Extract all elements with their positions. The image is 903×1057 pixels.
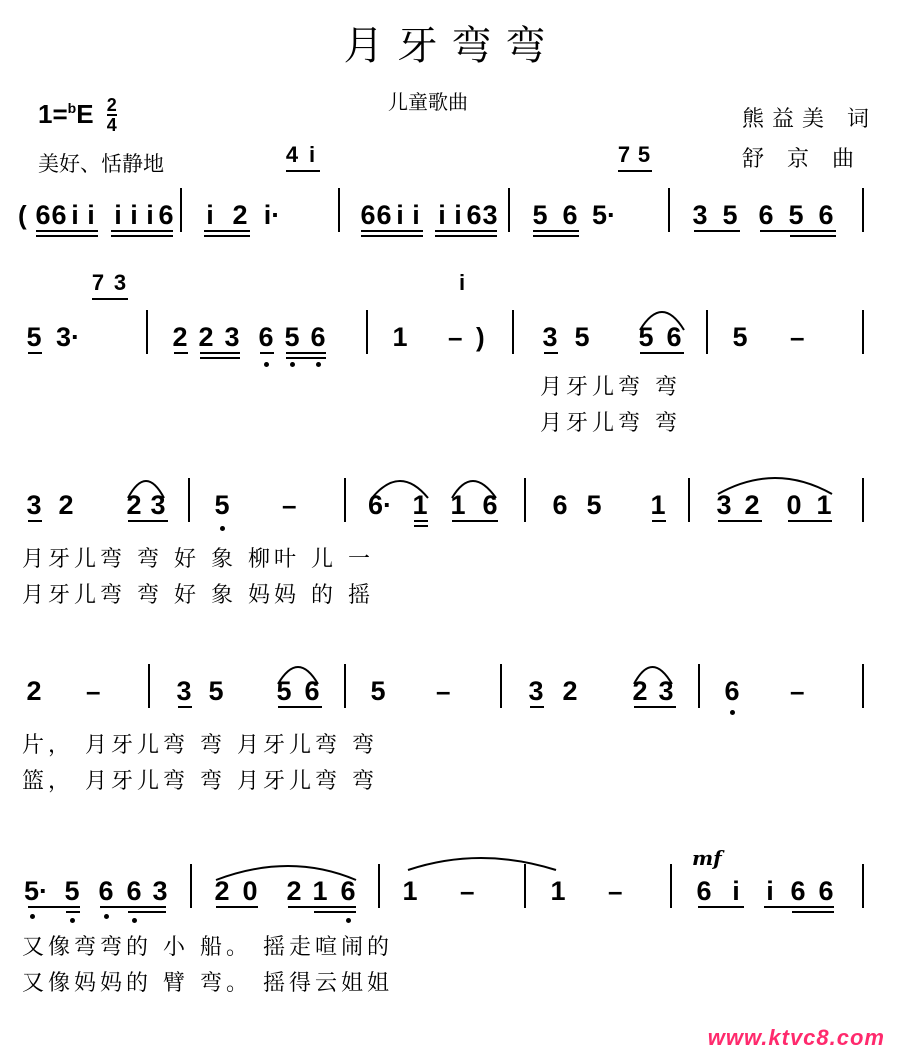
note: 2: [286, 876, 302, 906]
dash: –: [608, 876, 623, 906]
slur: [452, 481, 496, 498]
note: 2: [26, 676, 42, 706]
note: 2: [58, 490, 74, 520]
grace-note: i: [308, 142, 316, 167]
note: 3: [482, 200, 498, 230]
lyric-verse-2: 又像妈妈的 臂 弯。 摇得云姐姐: [22, 971, 393, 996]
tempo-marking: 美好、恬静地: [38, 152, 164, 176]
note: 6: [482, 490, 498, 520]
note: 6: [758, 200, 774, 230]
note: i: [114, 200, 122, 230]
lyric-verse-2: 月牙儿弯 弯: [540, 411, 681, 436]
lyric-verse-1: 又像弯弯的 小 船。 摇走喧闹的: [22, 935, 393, 960]
dash: –: [86, 676, 101, 706]
song-title: 月牙弯弯: [343, 23, 560, 69]
note: 0: [242, 876, 258, 906]
note: 3: [150, 490, 166, 520]
note: i: [412, 200, 420, 230]
lyric-verse-1: 月牙儿弯 弯: [540, 375, 681, 400]
meter-bottom: 4: [106, 115, 117, 135]
note: 3: [224, 322, 240, 352]
dynamic-marking: mf: [692, 846, 722, 870]
grace-note: 4: [285, 142, 299, 167]
grace-note: 5: [637, 142, 651, 167]
note: i: [206, 200, 214, 230]
slur: [634, 667, 672, 684]
note: 6: [35, 200, 51, 230]
note: 6: [51, 200, 67, 230]
note: 2: [744, 490, 760, 520]
slur: [408, 858, 556, 870]
dash: –: [790, 322, 805, 352]
dash: –: [282, 490, 297, 520]
dash: –: [790, 676, 805, 706]
note: 6: [790, 876, 806, 906]
note: 6: [552, 490, 568, 520]
note: 6: [258, 322, 274, 352]
composer-credit: 舒 京 曲: [742, 147, 862, 172]
note: 6: [466, 200, 482, 230]
note: 3: [542, 322, 558, 352]
note: 6: [304, 676, 320, 706]
note: 5: [26, 322, 42, 352]
note: 6: [310, 322, 326, 352]
note: i: [130, 200, 138, 230]
note: 0: [786, 490, 802, 520]
note: 6: [126, 876, 142, 906]
note: 5: [276, 676, 292, 706]
note: 5·: [592, 200, 617, 230]
note: 6: [724, 676, 740, 706]
note: 5: [574, 322, 590, 352]
key-note: E: [76, 99, 94, 129]
note: 1: [402, 876, 418, 906]
note: 1: [816, 490, 832, 520]
note: i: [146, 200, 154, 230]
note: 2: [198, 322, 214, 352]
grace-note: 3: [113, 270, 127, 295]
dash: –: [460, 876, 475, 906]
grace-note: 7: [617, 142, 631, 167]
note: 3: [692, 200, 708, 230]
note: 5: [788, 200, 804, 230]
note: 5: [722, 200, 738, 230]
dash: –: [448, 322, 463, 352]
slur: [718, 478, 832, 494]
dash: –: [436, 676, 451, 706]
note: 3: [26, 490, 42, 520]
grace-note: i: [458, 270, 466, 295]
note: 3·: [56, 322, 81, 352]
repeat-close-paren: ): [476, 322, 485, 352]
note: 2: [172, 322, 188, 352]
note: 3: [152, 876, 168, 906]
watermark-logo: www.ktvc8.com: [707, 1025, 885, 1050]
note: 6: [562, 200, 578, 230]
note: i: [766, 876, 774, 906]
note: i: [396, 200, 404, 230]
note: i: [438, 200, 446, 230]
slur: [128, 481, 164, 498]
note: 2: [562, 676, 578, 706]
note: 5: [208, 676, 224, 706]
slur: [640, 312, 684, 330]
note: 5: [64, 876, 80, 906]
note: 2: [126, 490, 142, 520]
flat-sign: b: [67, 100, 77, 116]
slur: [372, 481, 428, 498]
note: i: [71, 200, 79, 230]
note: i: [454, 200, 462, 230]
lyric-verse-2: 月牙儿弯 弯 好 象 妈妈 的 摇: [22, 583, 374, 608]
note: 5: [638, 322, 654, 352]
note: 1: [392, 322, 408, 352]
lyric-verse-1: 月牙儿弯 弯 好 象 柳叶 儿 一: [22, 547, 374, 572]
lyric-verse-2: 篮， 月牙儿弯 弯 月牙儿弯 弯: [22, 769, 378, 794]
note: 1: [450, 490, 466, 520]
note: i·: [263, 200, 281, 230]
note: 2: [232, 200, 248, 230]
song-subtitle: 儿童歌曲: [388, 90, 468, 114]
note: 6: [340, 876, 356, 906]
note: 3: [716, 490, 732, 520]
note: 6: [376, 200, 392, 230]
note: 2: [214, 876, 230, 906]
note: 5: [284, 322, 300, 352]
note: 6: [360, 200, 376, 230]
note: 6: [666, 322, 682, 352]
note: 5: [732, 322, 748, 352]
note: 3: [528, 676, 544, 706]
grace-note: 7: [91, 270, 105, 295]
note: 5: [586, 490, 602, 520]
note: 6: [818, 200, 834, 230]
note: 6: [158, 200, 174, 230]
note: 2: [632, 676, 648, 706]
note: i: [732, 876, 740, 906]
key-prefix: 1=: [38, 99, 68, 129]
slur: [278, 667, 318, 684]
note: 3: [658, 676, 674, 706]
note: i: [87, 200, 95, 230]
lyric-verse-1: 片， 月牙儿弯 弯 月牙儿弯 弯: [22, 733, 378, 758]
note: 3: [176, 676, 192, 706]
note: 5·: [24, 876, 49, 906]
note: 1: [412, 490, 428, 520]
meter-top: 2: [106, 95, 117, 115]
note: 6: [818, 876, 834, 906]
note: 1: [550, 876, 566, 906]
note: 5: [214, 490, 230, 520]
note: 6: [98, 876, 114, 906]
note: 6·: [368, 490, 393, 520]
note: 6: [696, 876, 712, 906]
repeat-open-paren: (: [18, 200, 27, 230]
slur: [216, 866, 356, 880]
note: 1: [312, 876, 328, 906]
note: 1: [650, 490, 666, 520]
note: 5: [532, 200, 548, 230]
lyricist-credit: 熊益美 词: [742, 107, 877, 132]
note: 5: [370, 676, 386, 706]
